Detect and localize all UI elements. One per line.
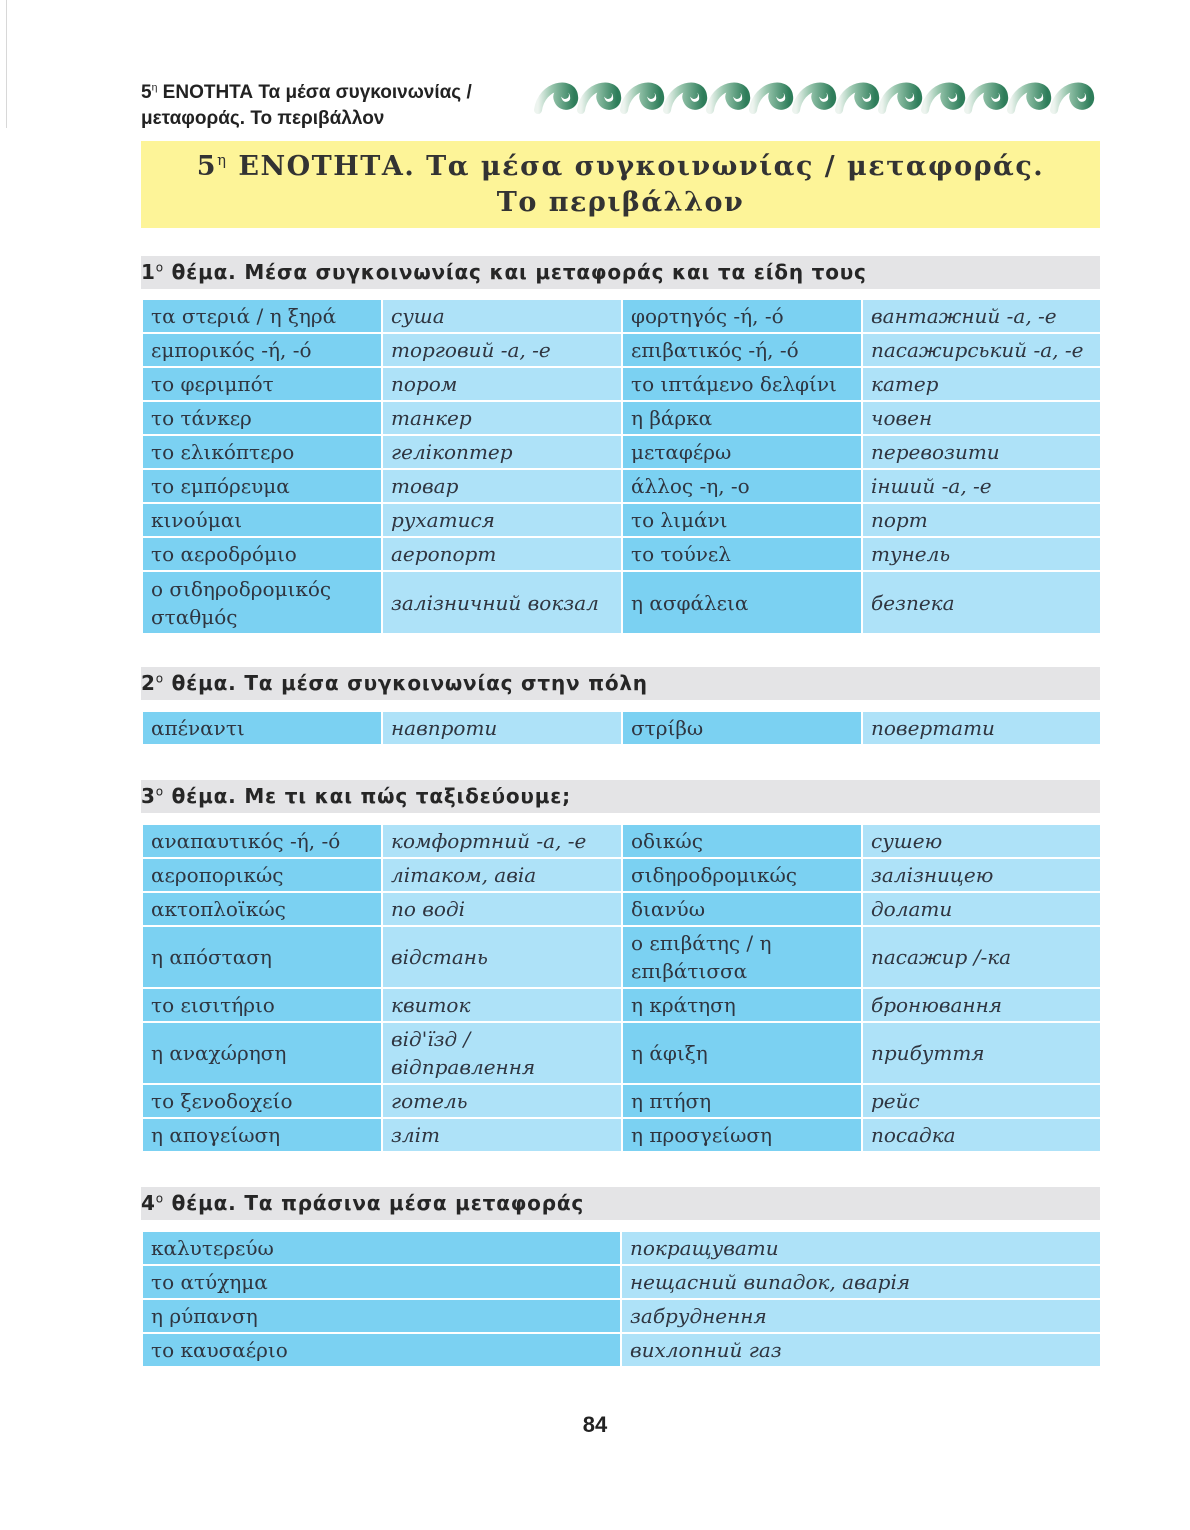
vocab-row — [142, 435, 1101, 469]
greek-term: μεταφέρω — [622, 435, 862, 469]
ukrainian-translation: бронювання — [862, 988, 1101, 1022]
greek-term: η αναχώρηση — [142, 1022, 382, 1084]
greek-term: η άφιξη — [622, 1022, 862, 1084]
wave-scroll — [581, 87, 617, 110]
vocab-row — [142, 1084, 1101, 1118]
greek-term: οδικώς — [622, 824, 862, 858]
section-heading-4: $4^o$ θέμα. Τα πράσινα μέσα μεταφοράς — [141, 1187, 1100, 1220]
vocab-row — [142, 469, 1101, 503]
vocab-row — [142, 1118, 1101, 1152]
greek-term: η απογείωση — [142, 1118, 382, 1152]
section-heading-2: $2^o$ θέμα. Τα μέσα συγκοινωνίας στην πόλη — [141, 667, 1100, 700]
greek-term: το εισιτήριο — [142, 988, 382, 1022]
greek-term: ο επιβάτης / η επιβάτισσα — [622, 926, 862, 988]
vocab-table-2 — [141, 710, 1102, 746]
vocab-row — [142, 711, 1101, 745]
greek-term: στρίβω — [622, 711, 862, 745]
ukrainian-translation: пором — [382, 367, 622, 401]
vocab-table-4 — [141, 1230, 1102, 1368]
ukrainian-translation: пасажир /-ка — [862, 926, 1101, 988]
ukrainian-translation: інший -а, -е — [862, 469, 1101, 503]
ukrainian-translation: безпека — [862, 571, 1101, 634]
greek-term: το λιμάνι — [622, 503, 862, 537]
vocab-row — [142, 571, 1101, 634]
wave-scroll — [1011, 87, 1047, 110]
ukrainian-translation: танкер — [382, 401, 622, 435]
section-heading-1: $1^o$ θέμα. Μέσα συγκοινωνίας και μεταφοράς και τα είδη τους — [141, 256, 1100, 289]
greek-term: το ξενοδοχείο — [142, 1084, 382, 1118]
section-heading-3: $3^o$ θέμα. Με τι και πώς ταξιδεύουμε; — [141, 780, 1100, 813]
ukrainian-translation: пасажирський -а, -е — [862, 333, 1101, 367]
ukrainian-translation: квиток — [382, 988, 622, 1022]
greek-term: φορτηγός -ή, -ό — [622, 299, 862, 333]
greek-term: το ελικόπτερο — [142, 435, 382, 469]
vocab-row — [142, 333, 1101, 367]
greek-term: αεροπορικώς — [142, 858, 382, 892]
vocab-row — [142, 926, 1101, 988]
ukrainian-translation: готель — [382, 1084, 622, 1118]
wave-scroll — [753, 87, 789, 110]
ukrainian-translation: човен — [862, 401, 1101, 435]
vocab-row — [142, 503, 1101, 537]
greek-term: το φεριμπότ — [142, 367, 382, 401]
ukrainian-translation: катер — [862, 367, 1101, 401]
greek-term: εμπορικός -ή, -ό — [142, 333, 382, 367]
greek-term: το καυσαέριο — [142, 1333, 621, 1367]
greek-wave-ornament — [530, 74, 1100, 120]
ukrainian-translation: тунель — [862, 537, 1101, 571]
vocab-row — [142, 1333, 1101, 1367]
greek-term: το αεροδρόμιο — [142, 537, 382, 571]
ukrainian-translation: літаком, авіа — [382, 858, 622, 892]
greek-term: διανύω — [622, 892, 862, 926]
ukrainian-translation: покращувати — [621, 1231, 1101, 1265]
wave-scroll — [925, 87, 961, 110]
greek-term: το τάνκερ — [142, 401, 382, 435]
ukrainian-translation: по воді — [382, 892, 622, 926]
ukrainian-translation: порт — [862, 503, 1101, 537]
vocab-row — [142, 892, 1101, 926]
unit-banner — [141, 141, 1100, 228]
ukrainian-translation: залізницею — [862, 858, 1101, 892]
unit-title-line-1: $5^\eta$ ΕΝΟΤΗΤΑ. Τα μέσα συγκοινωνίας / μεταφοράς. — [196, 150, 1045, 182]
greek-term: η ασφάλεια — [622, 571, 862, 634]
vocab-row — [142, 858, 1101, 892]
ukrainian-translation: долати — [862, 892, 1101, 926]
ukrainian-translation: гелікоптер — [382, 435, 622, 469]
wave-scroll — [624, 87, 660, 110]
ukrainian-translation: суша — [382, 299, 622, 333]
greek-term: καλυτερεύω — [142, 1231, 621, 1265]
ukrainian-translation: вихлопний газ — [621, 1333, 1101, 1367]
greek-term: απέναντι — [142, 711, 382, 745]
ukrainian-translation: комфортний -а, -е — [382, 824, 622, 858]
ukrainian-translation: вантажний -а, -е — [862, 299, 1101, 333]
wave-scroll — [667, 87, 703, 110]
greek-term: το εμπόρευμα — [142, 469, 382, 503]
greek-term: το ιπτάμενο δελφίνι — [622, 367, 862, 401]
vocab-row — [142, 1299, 1101, 1333]
ukrainian-translation: перевозити — [862, 435, 1101, 469]
vocab-row — [142, 299, 1101, 333]
wave-scroll — [710, 87, 746, 110]
running-head: $5^\eta$ ΕΝΟΤΗΤΑ Τα μέσα συγκοινωνίας / μεταφοράς. Το περιβάλλον — [141, 82, 472, 129]
unit-title-line-2: Το περιβάλλον — [496, 186, 745, 218]
vocab-table-1 — [141, 298, 1102, 635]
wave-scroll — [968, 87, 1004, 110]
ukrainian-translation: рейс — [862, 1084, 1101, 1118]
vocab-row — [142, 1265, 1101, 1299]
ukrainian-translation: прибуття — [862, 1022, 1101, 1084]
ukrainian-translation: товар — [382, 469, 622, 503]
ukrainian-translation: забруднення — [621, 1299, 1101, 1333]
greek-term: το ατύχημα — [142, 1265, 621, 1299]
vocab-table-3 — [141, 823, 1102, 1153]
greek-term: η προσγείωση — [622, 1118, 862, 1152]
ukrainian-translation: відстань — [382, 926, 622, 988]
vocab-row — [142, 1022, 1101, 1084]
wave-scroll — [1054, 87, 1090, 110]
ukrainian-translation: посадка — [862, 1118, 1101, 1152]
vocab-row — [142, 824, 1101, 858]
greek-term: η ρύπανση — [142, 1299, 621, 1333]
wave-scroll — [839, 87, 875, 110]
page-number: 84 — [582, 1412, 608, 1437]
greek-term: η κράτηση — [622, 988, 862, 1022]
wave-scroll — [882, 87, 918, 110]
greek-term: η απόσταση — [142, 926, 382, 988]
ukrainian-translation: від'їзд / відправлення — [382, 1022, 622, 1084]
vocab-row — [142, 367, 1101, 401]
greek-term: ακτοπλοϊκώς — [142, 892, 382, 926]
ukrainian-translation: аеропорт — [382, 537, 622, 571]
vocab-row — [142, 401, 1101, 435]
ukrainian-translation: нещасний випадок, аварія — [621, 1265, 1101, 1299]
ukrainian-translation: навпроти — [382, 711, 622, 745]
greek-term: επιβατικός -ή, -ό — [622, 333, 862, 367]
vocab-row — [142, 1231, 1101, 1265]
greek-term: τα στεριά / η ξηρά — [142, 299, 382, 333]
greek-term: κινούμαι — [142, 503, 382, 537]
greek-term: αναπαυτικός -ή, -ό — [142, 824, 382, 858]
greek-term: η πτήση — [622, 1084, 862, 1118]
page-margin-line — [6, 0, 7, 128]
wave-scroll — [538, 87, 574, 110]
greek-term: άλλος -η, -ο — [622, 469, 862, 503]
greek-term: το τούνελ — [622, 537, 862, 571]
ukrainian-translation: залізничний вокзал — [382, 571, 622, 634]
ukrainian-translation: зліт — [382, 1118, 622, 1152]
greek-term: η βάρκα — [622, 401, 862, 435]
ukrainian-translation: сушею — [862, 824, 1101, 858]
ukrainian-translation: рухатися — [382, 503, 622, 537]
vocab-row — [142, 988, 1101, 1022]
greek-term: σιδηροδρομικώς — [622, 858, 862, 892]
ukrainian-translation: торговий -а, -е — [382, 333, 622, 367]
wave-scroll — [796, 87, 832, 110]
greek-term: ο σιδηροδρομικός σταθμός — [142, 571, 382, 634]
ukrainian-translation: повертати — [862, 711, 1101, 745]
vocab-row — [142, 537, 1101, 571]
